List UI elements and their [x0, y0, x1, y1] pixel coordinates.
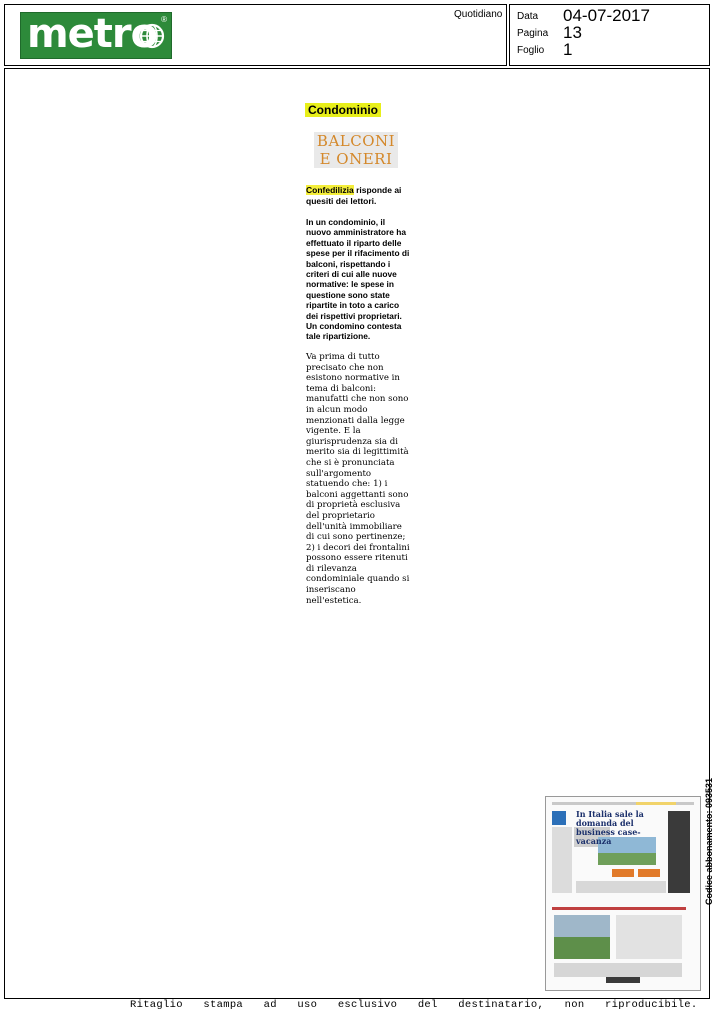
metro-logo	[20, 12, 172, 59]
logo-text: metro	[27, 11, 158, 57]
lead-rest: risponde ai quesiti dei lettori.	[306, 185, 402, 206]
article-headline	[314, 132, 398, 168]
subscription-number: 093531	[704, 777, 714, 808]
article-lead	[306, 185, 408, 206]
meta-value-page: 13	[563, 23, 582, 42]
lead-highlight: Confedilizia	[306, 185, 354, 195]
subscription-label: Codice abbonamento:	[704, 810, 714, 905]
meta-value-date: 04-07-2017	[563, 6, 650, 25]
registered-mark: ®	[161, 15, 167, 24]
reader-question: In un condominio, il nuovo amministratore ha effettuato il riparto delle spese per il rifacimento di balconi, rispettando i criteri di cui alle nuove normative: le spese in questione sono state ripartite in toto a carico dei rispettivi proprietari. Un condomino contesta tale ripartizione.	[306, 217, 410, 342]
subscription-code	[704, 777, 714, 905]
footer-disclaimer: Ritaglio stampa ad uso esclusivo del destinatario, non riproducibile.	[130, 999, 698, 1011]
page-thumbnail	[545, 796, 701, 991]
meta-value-sheet: 1	[563, 40, 573, 59]
expert-answer: Va prima di tutto precisato che non esistono normative in tema di balconi: manufatti che non sono in alcun modo menzionati dalla legge vigente. E la giurisprudenza sia di merito sia di legittimità che si è pronunciata sull'argomento statuendo che: 1) i balconi aggettanti sono di proprietà esclusiva del proprietario dell'unità immobiliare di cui sono pertinenze; 2) i decori dei frontalini possono essere ritenuti di rilevanza condominiale quando si inseriscano nell'estetica.	[306, 352, 410, 606]
publication-type: Quotidiano	[454, 9, 503, 20]
meta-label-sheet: Foglio	[517, 45, 545, 56]
meta-label-page: Pagina	[517, 28, 549, 39]
thumbnail-headline: In Italia sale la domanda del business case-vacanza	[576, 809, 644, 846]
meta-label-date: Data	[517, 11, 539, 22]
headline-line-2: E ONERI	[319, 150, 393, 168]
section-tag: Condominio	[305, 103, 381, 117]
headline-line-1: BALCONI	[316, 132, 396, 150]
globe-icon	[139, 23, 165, 49]
